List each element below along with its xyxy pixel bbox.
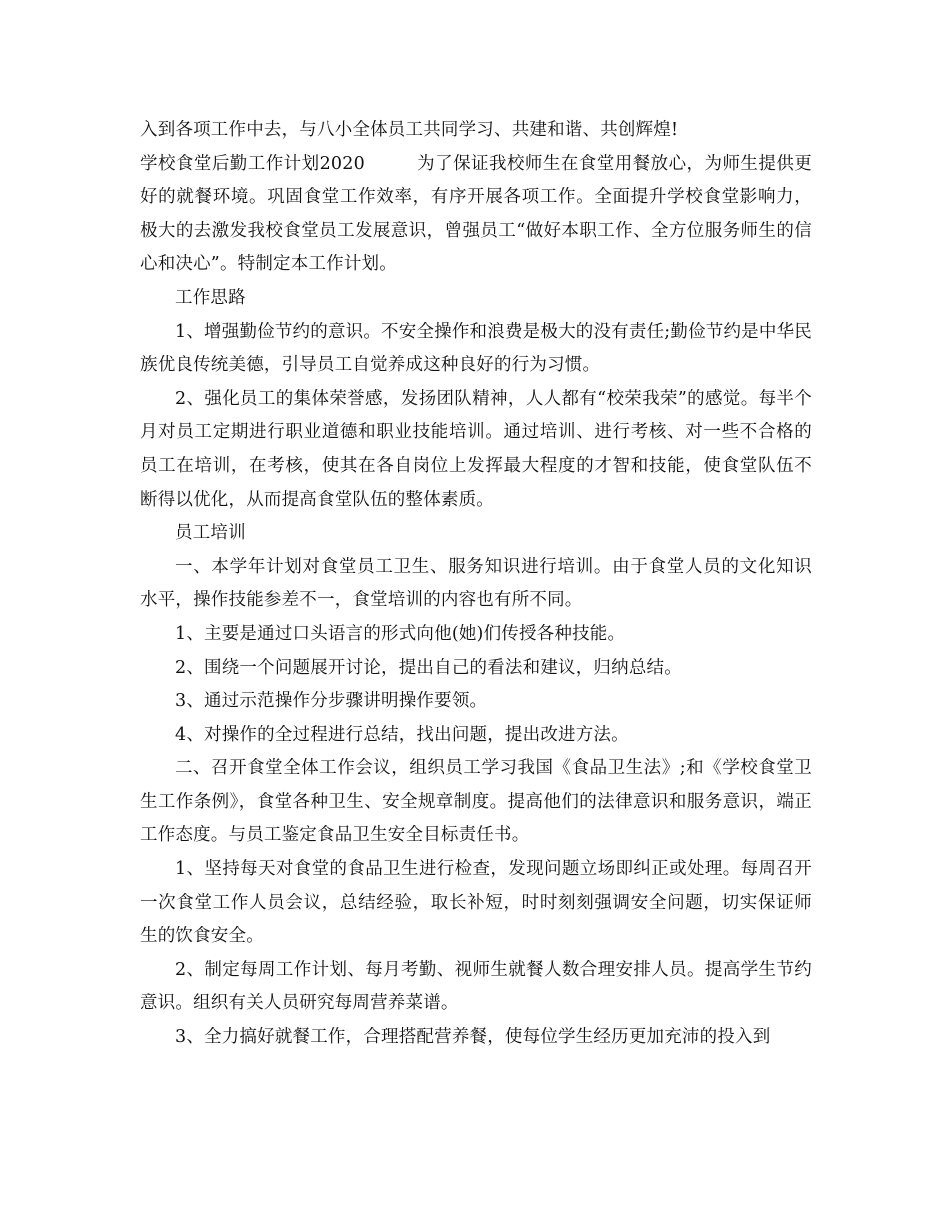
training-section-one: 一、本学年计划对食堂员工卫生、服务知识进行培训。由于食堂人员的文化知识水平，操作技能参差不一，食堂培训的内容也有所不同。 xyxy=(140,556,812,611)
heading-work-thinking: 工作思路 xyxy=(175,287,246,308)
document-title: 学校食堂后勤工作计划2020 xyxy=(140,153,365,174)
training-item-3: 3、通过示范操作分步骤讲明操作要领。 xyxy=(175,691,488,712)
training-item-2: 2、围绕一个问题展开讨论，提出自己的看法和建议，归纳总结。 xyxy=(175,657,682,678)
heading-staff-training: 员工培训 xyxy=(175,523,246,544)
title-intro-paragraph xyxy=(140,148,812,282)
continuation-paragraph: 入到各项工作中去，与八小全体员工共同学习、共建和谐、共创辉煌! xyxy=(140,120,679,140)
thinking-item-1: 1、增强勤俭节约的意识。不安全操作和浪费是极大的没有责任;勤俭节约是中华民族优良传统美德，引导员工自觉养成这种良好的行为习惯。 xyxy=(140,321,812,376)
document-body xyxy=(140,114,812,1055)
thinking-item-2: 2、强化员工的集体荣誉感，发扬团队精神，人人都有“校荣我荣”的感觉。每半个月对员工定期进行职业道德和职业技能培训。通过培训、进行考核、对一些不合格的员工在培训，在考核，使其在各自岗位上发挥最大程度的才智和技能，使食堂队伍不断得以优化，从而提高食堂队伍的整体素质。 xyxy=(140,388,812,510)
training-section-two: 二、召开食堂全体工作会议，组织员工学习我国《食品卫生法》;和《学校食堂卫生工作条例》，食堂各种卫生、安全规章制度。提高他们的法律意识和服务意识，端正工作态度。与员工鉴定食品卫生安全目标责任书。 xyxy=(140,758,812,846)
safety-item-2: 2、制定每周工作计划、每月考勤、视师生就餐人数合理安排人员。提高学生节约意识。组织有关人员研究每周营养菜谱。 xyxy=(140,959,812,1014)
safety-item-1: 1、坚持每天对食堂的食品卫生进行检查，发现问题立场即纠正或处理。每周召开一次食堂工作人员会议，总结经验，取长补短，时时刻刻强调安全问题，切实保证师生的饮食安全。 xyxy=(140,859,812,947)
training-item-1: 1、主要是通过口头语言的形式向他(她)们传授各种技能。 xyxy=(175,623,626,644)
safety-item-3: 3、全力搞好就餐工作，合理搭配营养餐，使每位学生经历更加充沛的投入到 xyxy=(175,1027,771,1048)
training-item-4: 4、对操作的全过程进行总结，找出问题，提出改进方法。 xyxy=(175,724,629,745)
intro-text: 为了保证我校师生在食堂用餐放心，为师生提供更好的就餐环境。巩固食堂工作效率，有序开展各项工作。全面提升学校食堂影响力，极大的去激发我校食堂员工发展意识，曾强员工“做好本职工作、全方位服务师生的信心和决心”。特制定本工作计划。 xyxy=(140,153,812,275)
